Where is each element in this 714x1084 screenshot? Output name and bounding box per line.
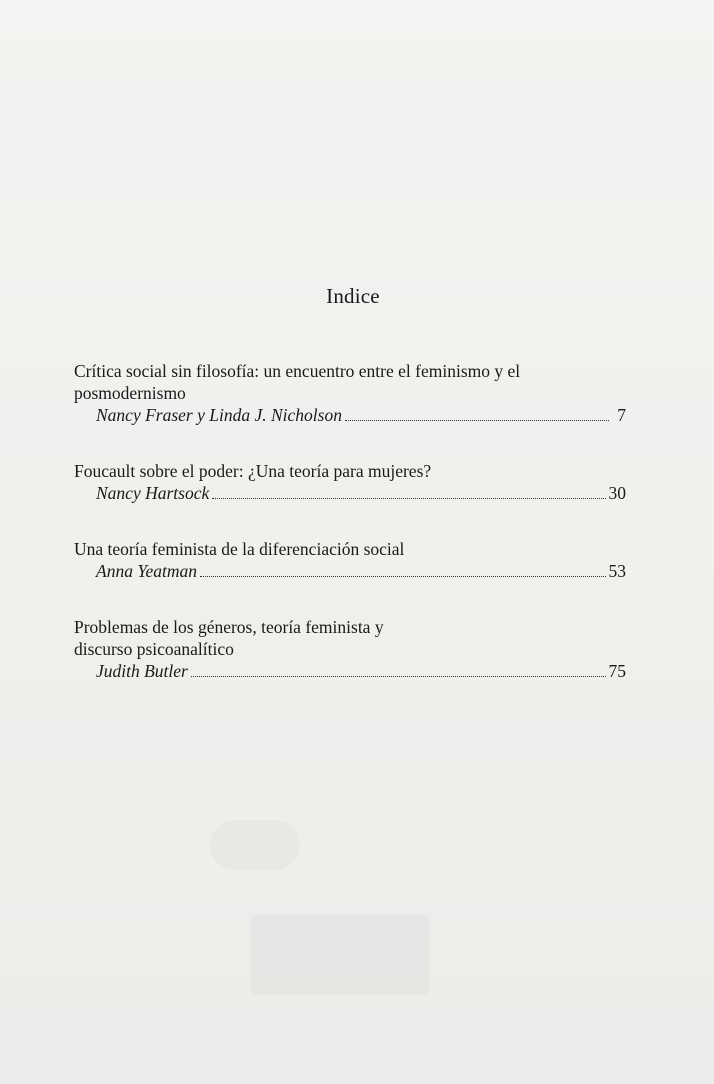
toc-entry[interactable] [74, 538, 626, 582]
entry-title: Una teoría feminista de la diferenciación social [74, 539, 405, 559]
toc-entry[interactable] [74, 616, 626, 682]
paper-smudge [210, 820, 300, 870]
dot-leader [191, 676, 606, 677]
entry-page-number: 30 [608, 483, 626, 503]
toc-heading: Indice [326, 284, 380, 308]
entry-page-number: 53 [608, 561, 626, 581]
entry-author: Anna Yeatman [96, 561, 197, 581]
entry-author-line [74, 404, 626, 426]
entry-author-line [74, 560, 626, 582]
dot-leader [200, 576, 606, 577]
bleed-through-logo [250, 915, 430, 995]
entry-author: Nancy Fraser y Linda J. Nicholson [96, 405, 342, 425]
entry-author-line [74, 660, 626, 682]
entry-page-number: 7 [617, 405, 626, 425]
entry-author: Nancy Hartsock [96, 483, 210, 503]
dot-leader [345, 420, 609, 421]
toc-entry[interactable] [74, 360, 626, 426]
entry-title: Crítica social sin filosofía: un encuentro entre el feminismo y el posmodernismo [74, 361, 521, 403]
toc-entry[interactable] [74, 460, 626, 504]
entry-author-line [74, 482, 626, 504]
entry-title: Problemas de los géneros, teoría feminista y discurso psicoanalítico [74, 617, 384, 659]
table-of-contents [74, 360, 626, 716]
dot-leader [212, 498, 605, 499]
entry-page-number: 75 [608, 661, 626, 681]
entry-author: Judith Butler [96, 661, 188, 681]
entry-title: Foucault sobre el poder: ¿Una teoría para mujeres? [74, 461, 432, 481]
